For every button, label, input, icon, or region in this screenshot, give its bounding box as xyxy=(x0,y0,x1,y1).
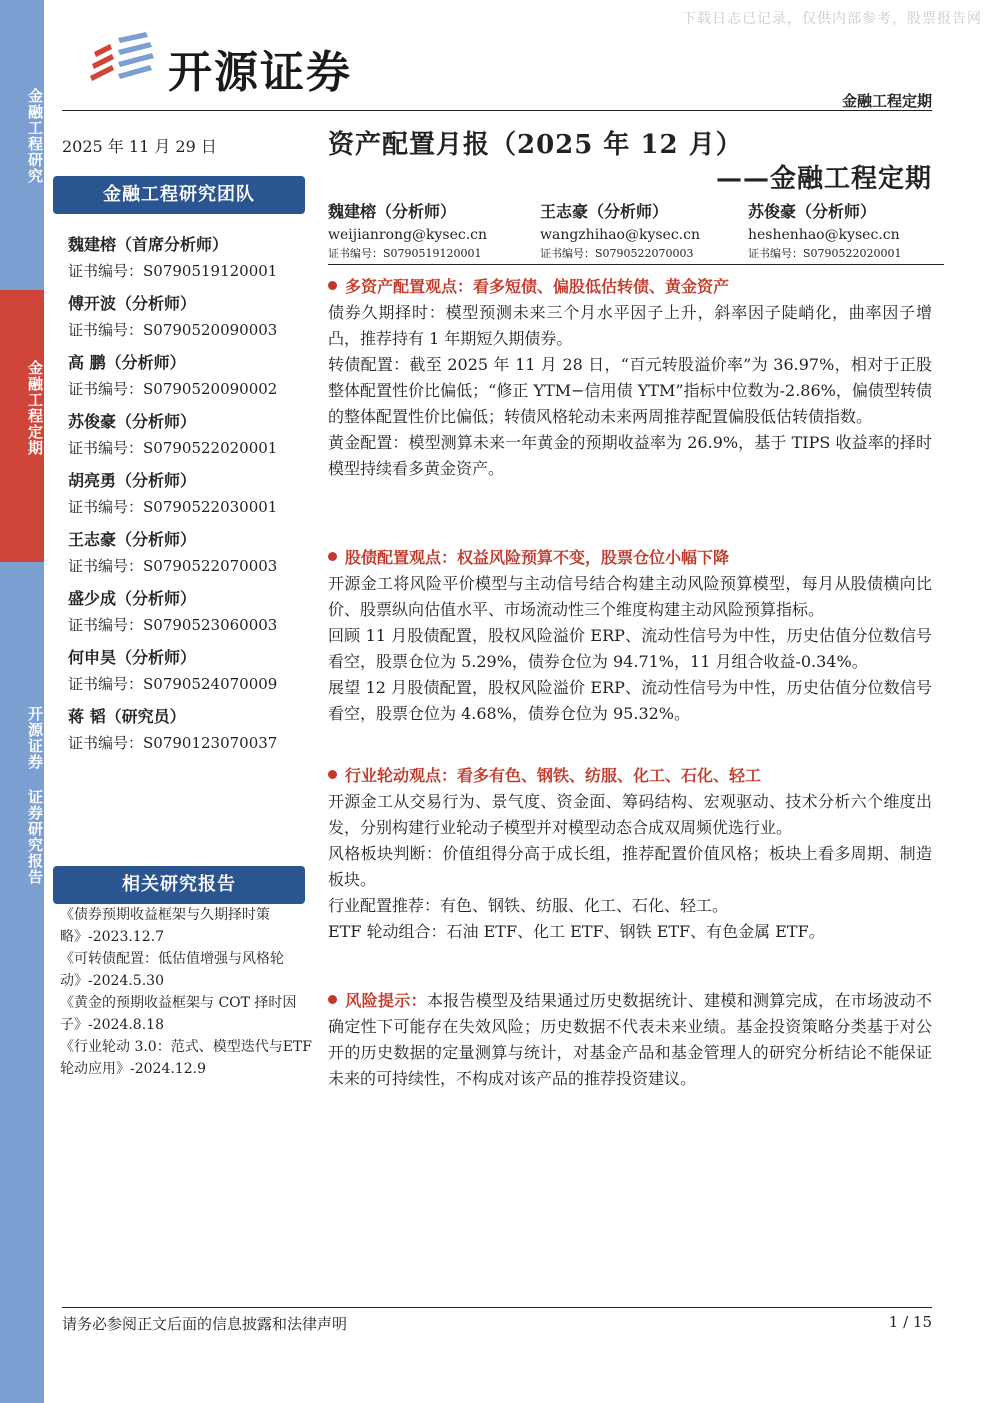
member-name: 魏建榕（首席分析师） xyxy=(68,235,229,254)
bullet-icon xyxy=(328,770,337,779)
logo-mark-icon xyxy=(88,30,158,86)
report-title: 资产配置月报（2025 年 12 月） xyxy=(328,130,743,160)
section-multi-asset xyxy=(328,274,932,482)
member-cert: 证书编号：S0790519120001 xyxy=(68,262,278,280)
team-heading: 金融工程研究团队 xyxy=(53,176,305,214)
risk-label xyxy=(328,991,427,1010)
header-tag: 金融工程定期 xyxy=(841,92,932,110)
related-report-link[interactable]: 《黄金的预期收益框架与 COT 择时因子》-2024.8.18 xyxy=(60,995,297,1033)
paragraph: 风格板块判断：价值组得分高于成长组，推荐配置价值风格；板块上看多周期、制造板块。 xyxy=(328,844,932,889)
member-name: 蒋 韬（研究员） xyxy=(68,707,186,726)
paragraph: 回顾 11 月股债配置，股权风险溢价 ERP、流动性信号为中性，历史估值分位数信号看空，股票仓位为 5.29%，债券仓位为 94.71%，11 月组合收益-0.34%。 xyxy=(328,626,932,671)
related-report-link[interactable]: 《可转债配置：低估值增强与风格轮动》-2024.5.30 xyxy=(60,951,284,989)
section-heading xyxy=(328,274,932,300)
related-report-link[interactable]: 《行业轮动 3.0：范式、模型迭代与ETF轮动应用》-2024.12.9 xyxy=(60,1039,312,1077)
footer-divider xyxy=(62,1307,932,1308)
risk-text: 本报告模型及结果通过历史数据统计、建模和测算完成，在市场波动不确定性下可能存在失效风险；历史数据不代表未来业绩。基金投资策略分类基于对公开的历史数据的定量测算与统计，对基金产品和基金管理人的研究分析结论不能保证未来的可持续性，不构成对该产品的推荐投资建议。 xyxy=(328,991,932,1088)
company-logo xyxy=(88,28,388,98)
team-member xyxy=(68,527,308,586)
team-member xyxy=(68,409,308,468)
related-reports-heading: 相关研究报告 xyxy=(53,866,305,904)
team-member xyxy=(68,232,308,291)
team-member xyxy=(68,350,308,409)
member-name: 高 鹏（分析师） xyxy=(68,353,186,372)
author-cert: 证书编号：S0790519120001 xyxy=(328,247,482,260)
paragraph: 转债配置：截至 2025 年 11 月 28 日，“百元转股溢价率”为 36.97%，相对于正股整体配置性价比偏低；“修正 YTM−信用债 YTM”指标中位数为-2.86%，偏债型转债的整体配置性价比偏低；转债风格轮动未来两周推荐配置偏股低估转债指数。 xyxy=(328,355,932,426)
bullet-icon xyxy=(328,281,337,290)
author-cert: 证书编号：S0790522070003 xyxy=(540,247,694,260)
section-heading-text: 股债配置观点：权益风险预算不变，股票仓位小幅下降 xyxy=(345,548,730,567)
paragraph: 展望 12 月股债配置，股权风险溢价 ERP、流动性信号为中性，历史估值分位数信号看空，股票仓位为 4.68%，债券仓位为 95.32%。 xyxy=(328,678,932,723)
page-number: 1 / 15 xyxy=(888,1313,932,1331)
paragraph: 开源金工将风险平价模型与主动信号结合构建主动风险预算模型，每月从股债横向比价、股票纵向估值水平、市场流动性三个维度构建主动风险预算指标。 xyxy=(328,574,932,619)
related-report-link[interactable]: 《债券预期收益框架与久期择时策略》-2023.12.7 xyxy=(60,907,270,945)
paragraph: ETF 轮动组合：石油 ETF、化工 ETF、钢铁 ETF、有色金属 ETF。 xyxy=(328,922,825,941)
related-reports-list xyxy=(60,904,316,1080)
team-member xyxy=(68,645,308,704)
member-name: 盛少成（分析师） xyxy=(68,589,197,608)
member-cert: 证书编号：S0790523060003 xyxy=(68,616,278,634)
author-name: 苏俊豪（分析师） xyxy=(748,202,877,221)
section-industry-rotation xyxy=(328,763,932,945)
member-cert: 证书编号：S0790522020001 xyxy=(68,439,278,457)
team-member xyxy=(68,586,308,645)
section-stock-bond xyxy=(328,545,932,727)
report-date: 2025 年 11 月 29 日 xyxy=(62,137,217,156)
author-name: 王志豪（分析师） xyxy=(540,202,669,221)
section-heading xyxy=(328,763,932,789)
section-heading xyxy=(328,545,932,571)
member-cert: 证书编号：S0790123070037 xyxy=(68,734,278,752)
risk-paragraph xyxy=(328,988,932,1092)
section-heading-text: 行业轮动观点：看多有色、钢铁、纺服、化工、石化、轻工 xyxy=(345,766,762,785)
author-email[interactable]: wangzhihao@kysec.cn xyxy=(540,227,700,243)
member-name: 何申昊（分析师） xyxy=(68,648,197,667)
strip-brand-label: 开源证券 证券研究报告 xyxy=(26,706,44,885)
bullet-icon xyxy=(328,995,337,1004)
paragraph: 行业配置推荐：有色、钢铁、纺服、化工、石化、轻工。 xyxy=(328,896,729,915)
author-cert: 证书编号：S0790522020001 xyxy=(748,247,902,260)
logo-wordmark: 开源证券 xyxy=(168,47,352,98)
strip-category-label: 金融工程研究 xyxy=(26,88,44,184)
team-member xyxy=(68,704,308,763)
author-divider xyxy=(328,264,944,265)
author xyxy=(540,200,700,262)
author-name: 魏建榕（分析师） xyxy=(328,202,457,221)
member-cert: 证书编号：S0790520090003 xyxy=(68,321,278,339)
footer-disclaimer: 请务必参阅正文后面的信息披露和法律声明 xyxy=(62,1315,348,1333)
author-block xyxy=(328,200,932,262)
author xyxy=(748,200,902,262)
member-cert: 证书编号：S0790524070009 xyxy=(68,675,278,693)
member-cert: 证书编号：S0790522030001 xyxy=(68,498,278,516)
member-name: 胡亮勇（分析师） xyxy=(68,471,197,490)
paragraph: 债券久期择时：模型预测未来三个月水平因子上升，斜率因子陡峭化，曲率因子增凸，推荐持有 1 年期短久期债券。 xyxy=(328,303,932,348)
author-email[interactable]: heshenhao@kysec.cn xyxy=(748,227,900,243)
section-heading-text: 多资产配置观点：看多短债、偏股低估转债、黄金资产 xyxy=(345,277,730,296)
strip-series-label: 金融工程定期 xyxy=(26,360,44,456)
team-member xyxy=(68,468,308,527)
member-cert: 证书编号：S0790522070003 xyxy=(68,557,278,575)
watermark: 下载日志已记录，仅供内部参考，股票报告网 xyxy=(682,11,982,27)
report-subtitle: ——金融工程定期 xyxy=(715,164,932,194)
team-member xyxy=(68,291,308,350)
side-strip xyxy=(0,0,44,1403)
author xyxy=(328,200,487,262)
team-list xyxy=(68,232,308,763)
paragraph: 黄金配置：模型测算未来一年黄金的预期收益率为 26.9%，基于 TIPS 收益率的择时模型持续看多黄金资产。 xyxy=(328,433,932,478)
risk-label-text: 风险提示： xyxy=(345,991,427,1010)
risk-notice xyxy=(328,988,932,1092)
header-divider xyxy=(62,110,932,111)
author-email[interactable]: weijianrong@kysec.cn xyxy=(328,227,488,243)
paragraph: 开源金工从交易行为、景气度、资金面、筹码结构、宏观驱动、技术分析六个维度出发，分别构建行业轮动子模型并对模型动态合成双周频优选行业。 xyxy=(328,792,932,837)
member-name: 王志豪（分析师） xyxy=(68,530,197,549)
bullet-icon xyxy=(328,552,337,561)
member-name: 苏俊豪（分析师） xyxy=(68,412,197,431)
member-name: 傅开波（分析师） xyxy=(68,294,197,313)
member-cert: 证书编号：S0790520090002 xyxy=(68,380,278,398)
